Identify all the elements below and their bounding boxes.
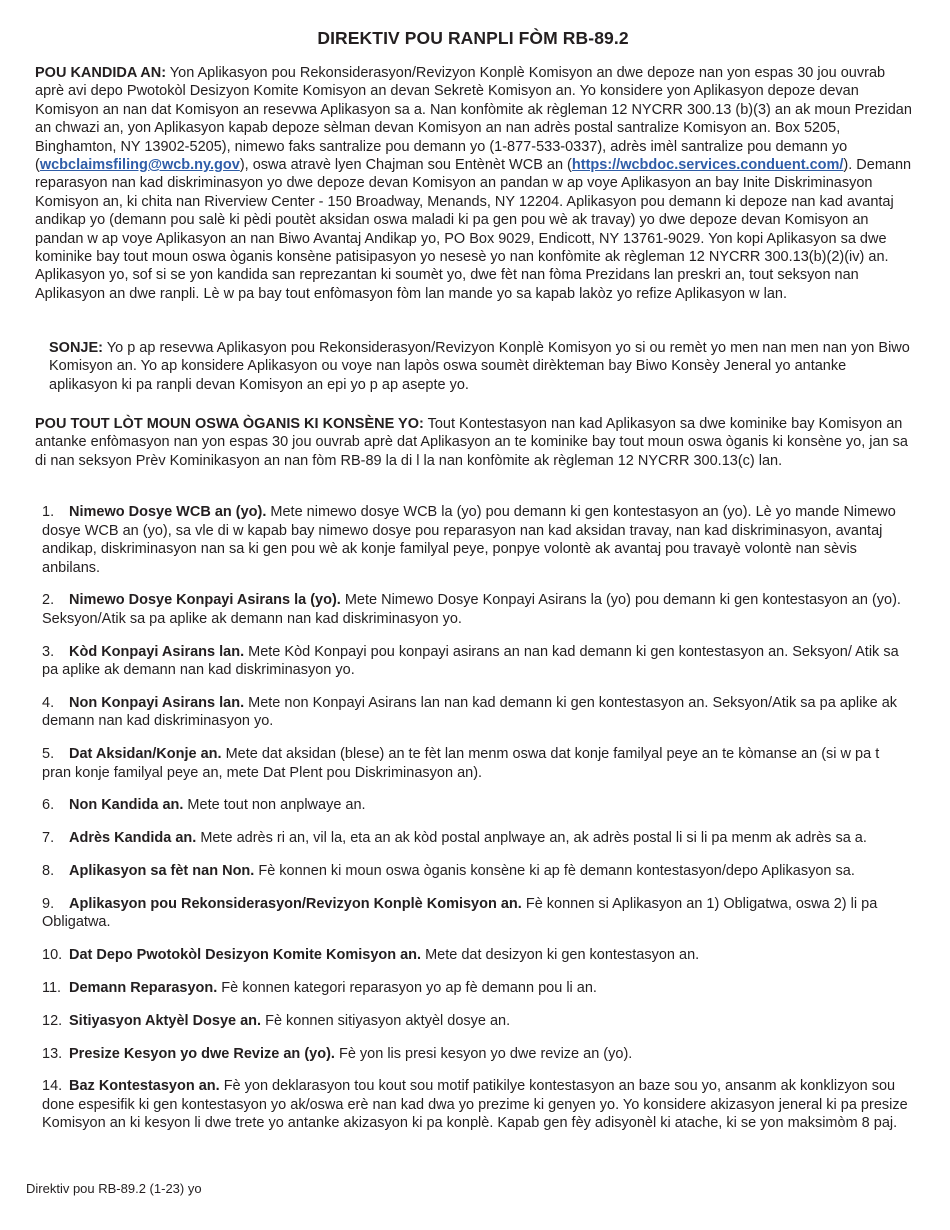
- instruction-item: [42, 745, 912, 782]
- item-text: Fè konnen sitiyasyon aktyèl dosye an.: [261, 1012, 511, 1029]
- item-heading: Dat Depo Pwotokòl Desizyon Komite Komisyon an.: [69, 947, 422, 964]
- item-number: 3.: [42, 643, 55, 660]
- item-number: 4.: [42, 694, 55, 711]
- portal-link[interactable]: https://wcbdoc.services.conduent.com/: [571, 157, 844, 174]
- instruction-item: [42, 591, 912, 628]
- item-number: 6.: [42, 797, 55, 814]
- item-heading: Non Kandida an.: [69, 797, 184, 814]
- instruction-item: [42, 946, 912, 965]
- parties-heading: POU TOUT LÒT MOUN OSWA ÒGANIS KI KONSÈNE YO:: [35, 416, 424, 432]
- reminder-note: [49, 339, 915, 394]
- item-text: Fè yon deklarasyon tou kout sou motif patikilye kontestasyon an baze sou yo, ansanm ak konklizyon sou done espesifik ki gen kontestasyon yo ak/oswa erè nan kad dwa yo prezime ki genyen yo. Yo konsidere akizasyon jeneral ki pa presize Komisyon an ki kesyon li dwe trete yo antanke akizasyon ki pa konplè. Kapab gen fèy adisyonèl ki atache, ki se yon maksimòm 8 paj.: [42, 1078, 908, 1132]
- item-number: 7.: [42, 830, 55, 847]
- item-number: 10.: [42, 947, 63, 964]
- instruction-item: [42, 862, 912, 881]
- item-text: Fè konnen kategori reparasyon yo ap fè demann pou li an.: [217, 979, 597, 996]
- item-heading: Presize Kesyon yo dwe Revize an (yo).: [69, 1045, 335, 1062]
- page-title: DIREKTIV POU RANPLI FÒM RB-89.2: [317, 28, 629, 48]
- candidate-text-2: ), oswa atravè lyen Chajman sou Entènèt WCB an (: [239, 157, 572, 174]
- candidate-section: [35, 64, 913, 303]
- instruction-item: [42, 1045, 912, 1064]
- item-text: Mete Kòd Konpayi pou konpayi asirans an nan kad demann ki gen kontestasyon an. Seksyon/ Atik sa pa aplike ak demann nan kad diskriminasyon yo.: [42, 643, 899, 679]
- item-number: 14.: [42, 1078, 63, 1095]
- item-heading: Nimewo Dosye WCB an (yo).: [69, 504, 267, 520]
- candidate-text-1: Yon Aplikasyon pou Rekonsiderasyon/Revizyon Konplè Komisyon an dwe depoze nan yon espas 30 jou ouvrab aprè avi depo Pwotokòl Desizyon Komite Komisyon an devan Sekretè Komisyon an. Yo konsidere yon Aplikasyon depoze devan Komisyon an nan dat Komisyon an resevwa Aplikasyon sa a. Nan konfòmite ak règleman 12 NYCRR 300.13 (b)(3) an ak moun Prezidan an chwazi an, yon Aplikasyon kapab depoze sèlman devan Komisyon an nan adrès postal santralize Komisyon an. Box 5205, Binghamton, NY 13902-5205), nimewo faks santralize pou demann yo (1-877-533-0337), adrès imèl santralize pou demann yo (: [35, 65, 912, 174]
- item-number: 1.: [42, 504, 55, 520]
- claims-email-link[interactable]: wcbclaimsfiling@wcb.ny.gov: [39, 157, 240, 174]
- reminder-text: Yo p ap resevwa Aplikasyon pou Rekonsiderasyon/Revizyon Konplè Komisyon yo si ou remèt yo men nan men nan yon Biwo Komisyon an. Yo ap konsidere Aplikasyon ou voye nan lapòs oswa soumèt dirèkteman bay Biwo Konsèy Jeneral yo antanke aplikasyon ki pa ranpli devan Komisyon an epi yo p ap asepte yo.: [49, 340, 910, 393]
- instruction-item: [42, 1012, 912, 1031]
- parties-section: [35, 415, 913, 470]
- instruction-item: [42, 643, 912, 680]
- item-number: 5.: [42, 746, 55, 763]
- item-text: Mete dat desizyon ki gen kontestasyon an.: [421, 947, 700, 964]
- instruction-item: [42, 829, 912, 848]
- item-text: Mete dat aksidan (blese) an te fèt lan menm oswa dat konje familyal peye an te kòmanse an (si w pa t pran konje familyal peye an, mete Dat Plent pou Diskriminasyon an).: [42, 746, 880, 781]
- candidate-text-3: ). Demann reparasyon nan kad diskriminasyon yo dwe depoze devan Komisyon an pandan w ap voye Aplikasyon an bay Inite Diskriminasyon Komisyon an, ki chita nan Riverview Center - 150 Broadway, Menands, NY 12204. Aplikasyon pou demann ki depoze nan kad avantaj andikap yo (demann pou salè ki pèdi poutèt aksidan oswa maladi ki pa gen pou wè ak travay) yo dwe depoze devan Komisyon an pandan w ap voye Aplikasyon an nan Biwo Avantaj Andikap yo, PO Box 9029, Endicott, NY 13761-9029. Yon kopi Aplikasyon sa dwe kominike bay tout moun oswa òganis konsène patisipasyon yo nesesè yo nan konfòmite ak règleman 12 NYCRR 300.13(b)(2)(iv) an. Aplikasyon yo, sof si se yon kandida san reprezantan ki soumèt yo, dwe fèt nan fòma Prezidans lan preskri an, tout seksyon nan Aplikasyon an dwe ranpli. Lè w pa bay tout enfòmasyon fòm lan mande yo sa kapab lakòz yo refize Aplikasyon w lan.: [35, 157, 912, 302]
- reminder-heading: SONJE:: [49, 340, 103, 356]
- item-heading: Sitiyasyon Aktyèl Dosye an.: [69, 1012, 262, 1029]
- instruction-item: [42, 503, 912, 577]
- item-number: 8.: [42, 863, 55, 880]
- item-text: Mete nimewo dosye WCB la (yo) pou demann ki gen kontestasyon an (yo). Lè yo mande Nimewo dosye WCB an (yo), sa vle di w kapab bay nimewo dosye pou reparasyon nan kad aksidan travay, nan kad diskriminasyon, avantaj andikap, diskriminasyon nan sa ki gen pou wè ak konje familyal peye, ponpye volontè ak avantaj pou travayè volontè nan sèvis anbilans.: [42, 504, 896, 576]
- item-number: 12.: [42, 1012, 63, 1029]
- item-text: Mete adrès ri an, vil la, eta an ak kòd postal anplwaye an, ak adrès postal li si li pa menm ak adrès sa a.: [196, 830, 867, 847]
- item-heading: Baz Kontestasyon an.: [69, 1078, 220, 1095]
- item-heading: Dat Aksidan/Konje an.: [69, 746, 222, 763]
- item-text: Fè konnen si Aplikasyon an 1) Obligatwa, oswa 2) li pa Obligatwa.: [42, 895, 878, 931]
- item-number: 11.: [42, 979, 62, 996]
- item-text: Mete non Konpayi Asirans lan nan kad demann ki gen kontestasyon an. Seksyon/Atik sa pa aplike ak demann nan kad diskriminasyon yo.: [42, 694, 898, 730]
- instruction-item: [42, 979, 912, 998]
- instruction-item: [42, 796, 912, 815]
- item-heading: Non Konpayi Asirans lan.: [69, 694, 245, 711]
- item-number: 9.: [42, 895, 55, 912]
- item-text: Mete tout non anplwaye an.: [183, 797, 366, 814]
- item-number: 2.: [42, 592, 55, 609]
- instruction-item: [42, 895, 912, 932]
- form-footer: Direktiv pou RB-89.2 (1-23) yo: [26, 1181, 202, 1196]
- parties-text: Tout Kontestasyon nan kad Aplikasyon sa dwe kominike bay Komisyon an antanke enfòmasyon nan yon espas 30 jou ouvrab aprè dat Aplikasyon an te kominike bay tout moun oswa òganis ki konsène yo, jan sa di nan seksyon Prèv Kominikasyon an nan fòm RB-89 la di l la nan konfòmite ak règleman 12 NYCRR 300.13(c) lan.: [35, 416, 908, 469]
- instruction-item: [42, 694, 912, 731]
- item-heading: Adrès Kandida an.: [69, 830, 197, 847]
- item-heading: Aplikasyon sa fèt nan Non.: [69, 863, 255, 880]
- item-text: Fè yon lis presi kesyon yo dwe revize an (yo).: [334, 1045, 633, 1062]
- instruction-list: [42, 503, 912, 1147]
- item-heading: Aplikasyon pou Rekonsiderasyon/Revizyon Konplè Komisyon an.: [69, 895, 522, 912]
- candidate-heading: POU KANDIDA AN:: [35, 65, 167, 81]
- item-number: 13.: [42, 1045, 63, 1062]
- item-heading: Kòd Konpayi Asirans lan.: [69, 643, 245, 660]
- item-text: Mete Nimewo Dosye Konpayi Asirans la (yo) pou demann ki gen kontestasyon an (yo). Seksyon/Atik sa pa aplike ak demann nan kad diskriminasyon yo.: [42, 592, 901, 627]
- item-text: Fè konnen ki moun oswa òganis konsène ki ap fè demann kontestasyon/depo Aplikasyon sa.: [254, 863, 855, 880]
- instruction-item: [42, 1077, 912, 1133]
- item-heading: Demann Reparasyon.: [69, 979, 218, 996]
- item-heading: Nimewo Dosye Konpayi Asirans la (yo).: [69, 592, 341, 609]
